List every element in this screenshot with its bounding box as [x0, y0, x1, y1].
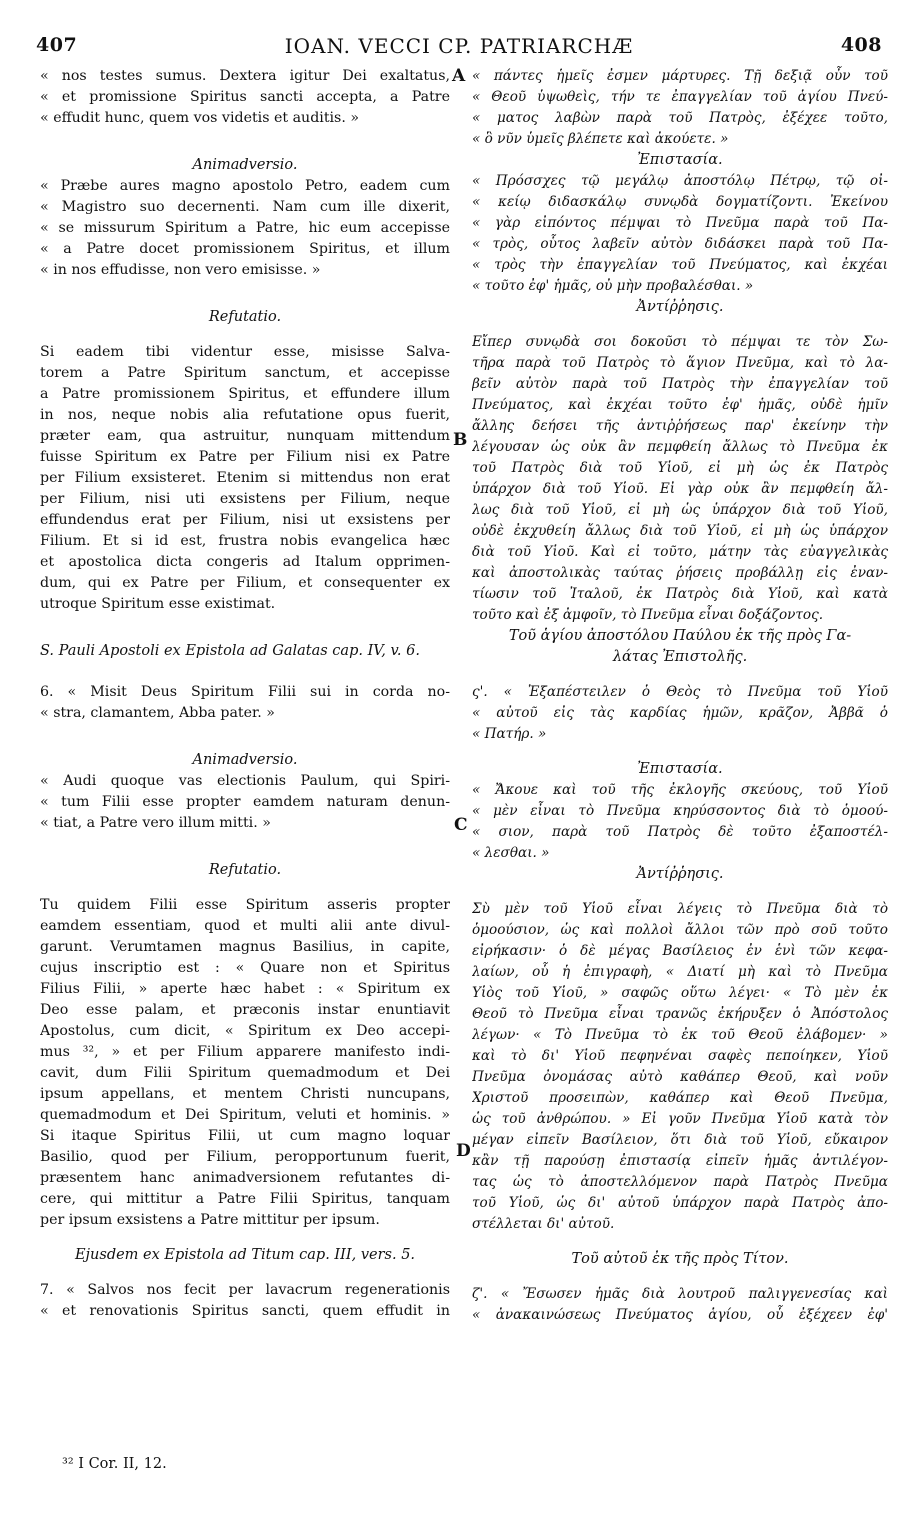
text-line: ἄλλης δεήσει τῆς ἀντιῤῥήσεως παρ' ἐκείνην τὴν: [472, 418, 888, 434]
text-line: Si eadem tibi videntur esse, misisse Salva-: [40, 344, 450, 360]
greek-antirrhesis-2: [472, 899, 888, 1235]
text-line: « nos testes sumus. Dextera igitur Dei exaltatus,: [40, 68, 450, 84]
text-line: μέγαν εἰπεῖν Βασίλειον, ὅτι διὰ τοῦ Υἱοῦ, εὔκαιρον: [472, 1132, 888, 1148]
text-line: dum, qui ex Patre per Filium, et consequenter ex: [40, 575, 450, 591]
section-heading: Animadversio.: [192, 157, 298, 173]
text-line: per ipsum exsistens a Patre mittitur per ipsum.: [40, 1212, 380, 1228]
text-line: « Πατήρ. »: [472, 726, 547, 742]
text-line: « ὃ νῦν ὑμεῖς βλέπετε καὶ ἀκούετε. »: [472, 131, 729, 147]
text-line: ipsum appellans, et mentem Christi nuncupans,: [40, 1086, 450, 1102]
section-heading: Refutatio.: [208, 309, 282, 325]
text-line: per Filium, nisi uti exsistens per Filium, neque: [40, 491, 450, 507]
text-line: 7. « Salvos nos fecit per lavacrum regenerationis: [40, 1282, 450, 1298]
text-line: « μὲν εἶναι τὸ Πνεῦμα κηρύσσοντος διὰ τὸ ὁμοού-: [472, 803, 888, 819]
text-line: Basilio, quod per Filium, peropportunum fuerit,: [40, 1149, 450, 1165]
text-line: mus ³², » et per Filium apparere manifesto indi-: [40, 1044, 450, 1060]
text-line: « Audi quoque vas electionis Paulum, qui Spiri-: [40, 773, 450, 789]
text-line: Deo esse palam, et præconis instar enuntiavit: [40, 1002, 450, 1018]
text-line: Tu quidem Filii esse Spiritum asseris propter: [40, 897, 450, 913]
text-line: « effudit hunc, quem vos videtis et auditis. »: [40, 110, 360, 126]
text-line: « ἀνακαινώσεως Πνεύματος ἁγίου, οὗ ἐξέχεεν ἐφ': [472, 1307, 888, 1323]
text-line: « Ἄκουε καὶ τοῦ τῆς ἐκλογῆς σκεύους, τοῦ Υἱοῦ: [472, 782, 888, 798]
text-line: utroque Spiritum esse existimat.: [40, 596, 276, 612]
text-line: λως διὰ τοῦ Υἱοῦ, εἰ μὴ ὡς ὑπάρχον διὰ τοῦ Υἱοῦ,: [472, 502, 888, 518]
text-line: « τρὸς, οὗτος λαβεῖν αὐτὸν διδάσκει παρὰ τοῦ Πα-: [472, 236, 888, 252]
text-line: ὡς τοῦ ἀνθρώπου. » Εἰ γοῦν Πνεῦμα Υἱοῦ κατὰ τὸν: [472, 1111, 888, 1127]
text-line: « Præbe aures magno apostolo Petro, eadem cum: [40, 178, 450, 194]
section-heading: Refutatio.: [208, 862, 282, 878]
greek-epistasia-1: [472, 171, 888, 297]
text-line: οὐδὲ ἐκχυθείη ἄλλως διὰ τοῦ Υἱοῦ, εἰ μὴ ὡς ὑπάρχον: [472, 523, 888, 539]
text-line: « τρὸς τὴν ἐπαγγελίαν τοῦ Πνεύματος, καὶ ἐκχέαι: [472, 257, 888, 273]
text-line: ς'. « Ἐξαπέστειλεν ὁ Θεὸς τὸ Πνεῦμα τοῦ Υἱοῦ: [472, 684, 888, 700]
text-line: « a Patre docet promissionem Spiritus, et illum: [40, 241, 450, 257]
latin-intro: [40, 66, 450, 129]
text-line: « γὰρ εἰπόντος πέμψαι τὸ Πνεῦμα παρὰ τοῦ Πα-: [472, 215, 888, 231]
text-line: « λεσθαι. »: [472, 845, 550, 861]
marker-b: B: [453, 430, 468, 450]
text-line: λέγων· « Τὸ Πνεῦμα τὸ ἐκ τοῦ Θεοῦ ἐλάβομεν· »: [472, 1027, 888, 1043]
text-line: Filium. Et si id est, frustra nobis evangelica hæc: [40, 533, 450, 549]
text-line: fuisse Spiritum ex Patre per Filium nisi ex Patre: [40, 449, 450, 465]
section-heading: S. Pauli Apostoli ex Epistola ad Galatas cap. IV, v. 6.: [40, 643, 420, 659]
text-line: « τοῦτο ἐφ' ἡμᾶς, οὐ μὴν προβαλέσθαι. »: [472, 278, 754, 294]
text-line: Χριστοῦ προσειπὼν, καθάπερ καὶ Θεοῦ Πνεῦμα,: [472, 1090, 888, 1106]
text-line: « se missurum Spiritum a Patre, hic eum accepisse: [40, 220, 450, 236]
text-line: καὶ ἀποστολικὰς ταύτας ῥήσεις προβάλλῃ εἰς ἐναν-: [472, 565, 888, 581]
latin-refutatio-1: [40, 342, 450, 615]
section-heading: Ἀντίῤῥησις.: [636, 299, 724, 315]
text-line: Si itaque Spiritus Filii, ut cum magno loquar: [40, 1128, 450, 1144]
text-line: τας ὡς τὸ ἀποστελλόμενον παρὰ Πατρὸς Πνεῦμα: [472, 1174, 888, 1190]
text-line: quemadmodum et Dei Spiritum, veluti et hominis. »: [40, 1107, 450, 1123]
text-line: καὶ τὸ δι' Υἱοῦ πεφηνέναι σαφὲς πεποίηκεν, Υἱοῦ: [472, 1048, 888, 1064]
section-heading: λάτας Ἐπιστολῆς.: [612, 649, 748, 665]
text-line: τοῦ Υἱοῦ, ὡς δι' αὐτοῦ ὑπάρχον παρὰ Πατρὸς ἀπο-: [472, 1195, 888, 1211]
text-line: Πνεῦμα ὀνομάσας αὐτὸ καθάπερ Θεοῦ, καὶ νοῦν: [472, 1069, 888, 1085]
text-line: Σὺ μὲν τοῦ Υἱοῦ εἶναι λέγεις τὸ Πνεῦμα διὰ τὸ: [472, 901, 888, 917]
text-line: in nos, neque nobis alia refutatione opus fuerit,: [40, 407, 450, 423]
greek-verse-7: [472, 1284, 888, 1326]
latin-animadversio-1: [40, 176, 450, 281]
greek-column: [472, 66, 888, 1326]
text-line: ζ'. « Ἔσωσεν ἡμᾶς διὰ λουτροῦ παλιγγενεσίας καὶ: [472, 1286, 888, 1302]
text-line: Εἴπερ συνῳδὰ σοι δοκοῦσι τὸ πέμψαι τε τὸν Σω-: [472, 334, 888, 350]
text-line: a Patre promissionem Spiritus, et effundere illum: [40, 386, 450, 402]
latin-verse-7: [40, 1280, 450, 1322]
text-line: « tum Filii esse propter eamdem naturam denun-: [40, 794, 450, 810]
text-line: præter eam, qua astruitur, nunquam mittendum: [40, 428, 450, 444]
greek-intro: [472, 66, 888, 150]
section-heading: Animadversio.: [192, 752, 298, 768]
latin-refutatio-2: [40, 895, 450, 1231]
text-line: « κείῳ διδασκάλῳ συνῳδὰ δογματίζοντι. Ἐκείνου: [472, 194, 888, 210]
text-line: garunt. Verumtamen magnus Basilius, in capite,: [40, 939, 450, 955]
greek-antirrhesis-1: [472, 332, 888, 626]
text-line: « stra, clamantem, Abba pater. »: [40, 705, 275, 721]
text-line: effundendus erat per Filium, nisi ut exsistens per: [40, 512, 450, 528]
page-header: [36, 34, 882, 60]
latin-verse-6: [40, 682, 450, 724]
text-line: βεῖν αὐτὸν παρὰ τοῦ Πατρὸς τὴν ἐπαγγελίαν τοῦ: [472, 376, 888, 392]
text-line: eamdem essentiam, quod et multi alii ante divul-: [40, 918, 450, 934]
greek-epistasia-2: [472, 780, 888, 864]
text-line: cujus inscriptio est : « Quare non et Spiritus: [40, 960, 450, 976]
section-heading: Ἀντίῤῥησις.: [636, 866, 724, 882]
text-line: « Πρόσσχες τῷ μεγάλῳ ἀποστόλῳ Πέτρῳ, τῷ οἰ-: [472, 173, 888, 189]
section-heading: Ἐπιστασία.: [637, 152, 723, 168]
marker-c: C: [454, 815, 468, 835]
text-line: cavit, dum Filii Spiritum quemadmodum et Dei: [40, 1065, 450, 1081]
text-line: διὰ τοῦ Υἱοῦ. Καὶ εἰ τοῦτο, μάτην τὰς εὐαγγελικὰς: [472, 544, 888, 560]
text-line: « σιον, παρὰ τοῦ Πατρὸς δὲ τοῦτο ἐξαποστέλ-: [472, 824, 888, 840]
text-line: « ματος λαβὼν παρὰ τοῦ Πατρὸς, ἐξέχεε τοῦτο,: [472, 110, 888, 126]
text-line: « et promissione Spiritus sancti accepta, a Patre: [40, 89, 450, 105]
text-line: « πάντες ἡμεῖς ἐσμεν μάρτυρες. Τῇ δεξιᾷ οὖν τοῦ: [472, 68, 888, 84]
page-number-left: 407: [36, 34, 78, 56]
text-line: τῆρα παρὰ τοῦ Πατρὸς τὸ ἅγιον Πνεῦμα, καὶ τὸ λα-: [472, 355, 888, 371]
text-line: λαίων, οὗ ἡ ἐπιγραφὴ, « Διατί μὴ καὶ τὸ Πνεῦμα: [472, 964, 888, 980]
section-heading: Τοῦ αὐτοῦ ἐκ τῆς πρὸς Τίτον.: [571, 1251, 789, 1267]
text-line: λέγουσαν ὡς οὐκ ἂν πεμφθείη ἄλλως τὸ Πνεῦμα ἐκ: [472, 439, 888, 455]
text-line: 6. « Misit Deus Spiritum Filii sui in corda no-: [40, 684, 450, 700]
latin-animadversio-2: [40, 771, 450, 834]
text-line: torem a Patre Spiritum sanctum, et accepisse: [40, 365, 450, 381]
page-number-right: 408: [840, 34, 882, 56]
text-line: « tiat, a Patre vero illum mitti. »: [40, 815, 271, 831]
text-line: præsentem hanc animadversionem refutantes di-: [40, 1170, 450, 1186]
marker-d: D: [456, 1141, 471, 1161]
text-line: Υἱὸς τοῦ Υἱοῦ, » σαφῶς οὕτω λέγει· « Τὸ μὲν ἐκ: [472, 985, 888, 1001]
text-line: τοῦ Πατρὸς διὰ τοῦ Υἱοῦ, εἰ μὴ ὡς ἐκ Πατρὸς: [472, 460, 888, 476]
greek-verse-6: [472, 682, 888, 745]
marker-a: A: [452, 66, 466, 86]
text-line: Apostolus, cum dicit, « Spiritum ex Deo accepi-: [40, 1023, 450, 1039]
latin-column: [40, 66, 450, 1322]
text-line: Πνεύματος, καὶ ἐκχέαι τοῦτο ἐφ' ἡμᾶς, οὐδὲ ἡμῖν: [472, 397, 888, 413]
text-line: « Magistro suo decernenti. Nam cum ille dixerit,: [40, 199, 450, 215]
text-line: « in nos effudisse, non vero emisisse. »: [40, 262, 321, 278]
text-line: κἂν τῇ παρούσῃ ἐπιστασίᾳ εἰπεῖν ἡμᾶς ἀντιλέγον-: [472, 1153, 888, 1169]
section-heading: Τοῦ ἁγίου ἀποστόλου Παύλου ἐκ τῆς πρὸς Γα-: [508, 628, 852, 644]
text-line: « Θεοῦ ὑψωθεὶς, τήν τε ἐπαγγελίαν τοῦ ἁγίου Πνεύ-: [472, 89, 888, 105]
section-heading: Ejusdem ex Epistola ad Titum cap. III, vers. 5.: [74, 1247, 416, 1263]
running-title: IOAN. VECCI CP. PATRIARCHÆ: [284, 34, 634, 58]
text-line: Filius Filii, » aperte hæc habet : « Spiritum ex: [40, 981, 450, 997]
text-line: ὑπάρχον διὰ τοῦ Υἱοῦ. Εἰ γὰρ οὐκ ἂν πεμφθείη ἄλ-: [472, 481, 888, 497]
text-line: ὁμοούσιον, ὡς καὶ πολλοὶ ἄλλοι τῶν πρὸ σοῦ τοῦτο: [472, 922, 888, 938]
text-line: « et renovationis Spiritus sancti, quem effudit in: [40, 1303, 450, 1319]
text-line: τίωσιν τοῦ Ἰταλοῦ, ἐκ Πατρὸς διὰ Υἱοῦ, καὶ κατὰ: [472, 586, 888, 602]
text-line: per Filium exsisteret. Etenim si mittendus non erat: [40, 470, 450, 486]
text-line: et apostolica dicta congeris ad Italum opprimen-: [40, 554, 450, 570]
text-line: Θεοῦ τὸ Πνεῦμα εἶναι τρανῶς ἐκήρυξεν ὁ Ἀπόστολος: [472, 1006, 888, 1022]
text-line: εἰρήκασιν· ὁ δὲ μέγας Βασίλειος ἐν ἑνὶ τῶν κεφα-: [472, 943, 888, 959]
text-line: « αὐτοῦ εἰς τὰς καρδίας ἡμῶν, κρᾶζον, Ἀββᾶ ὁ: [472, 705, 888, 721]
footnote: ³² I Cor. II, 12.: [62, 1456, 167, 1472]
text-line: cere, qui mittitur a Patre Filii Spiritus, tanquam: [40, 1191, 450, 1207]
text-line: στέλλεται δι' αὐτοῦ.: [472, 1216, 615, 1232]
section-heading: Ἐπιστασία.: [637, 761, 723, 777]
text-line: τοῦτο καὶ ἐξ ἀμφοῖν, τὸ Πνεῦμα εἶναι δοξάζοντος.: [472, 607, 824, 623]
